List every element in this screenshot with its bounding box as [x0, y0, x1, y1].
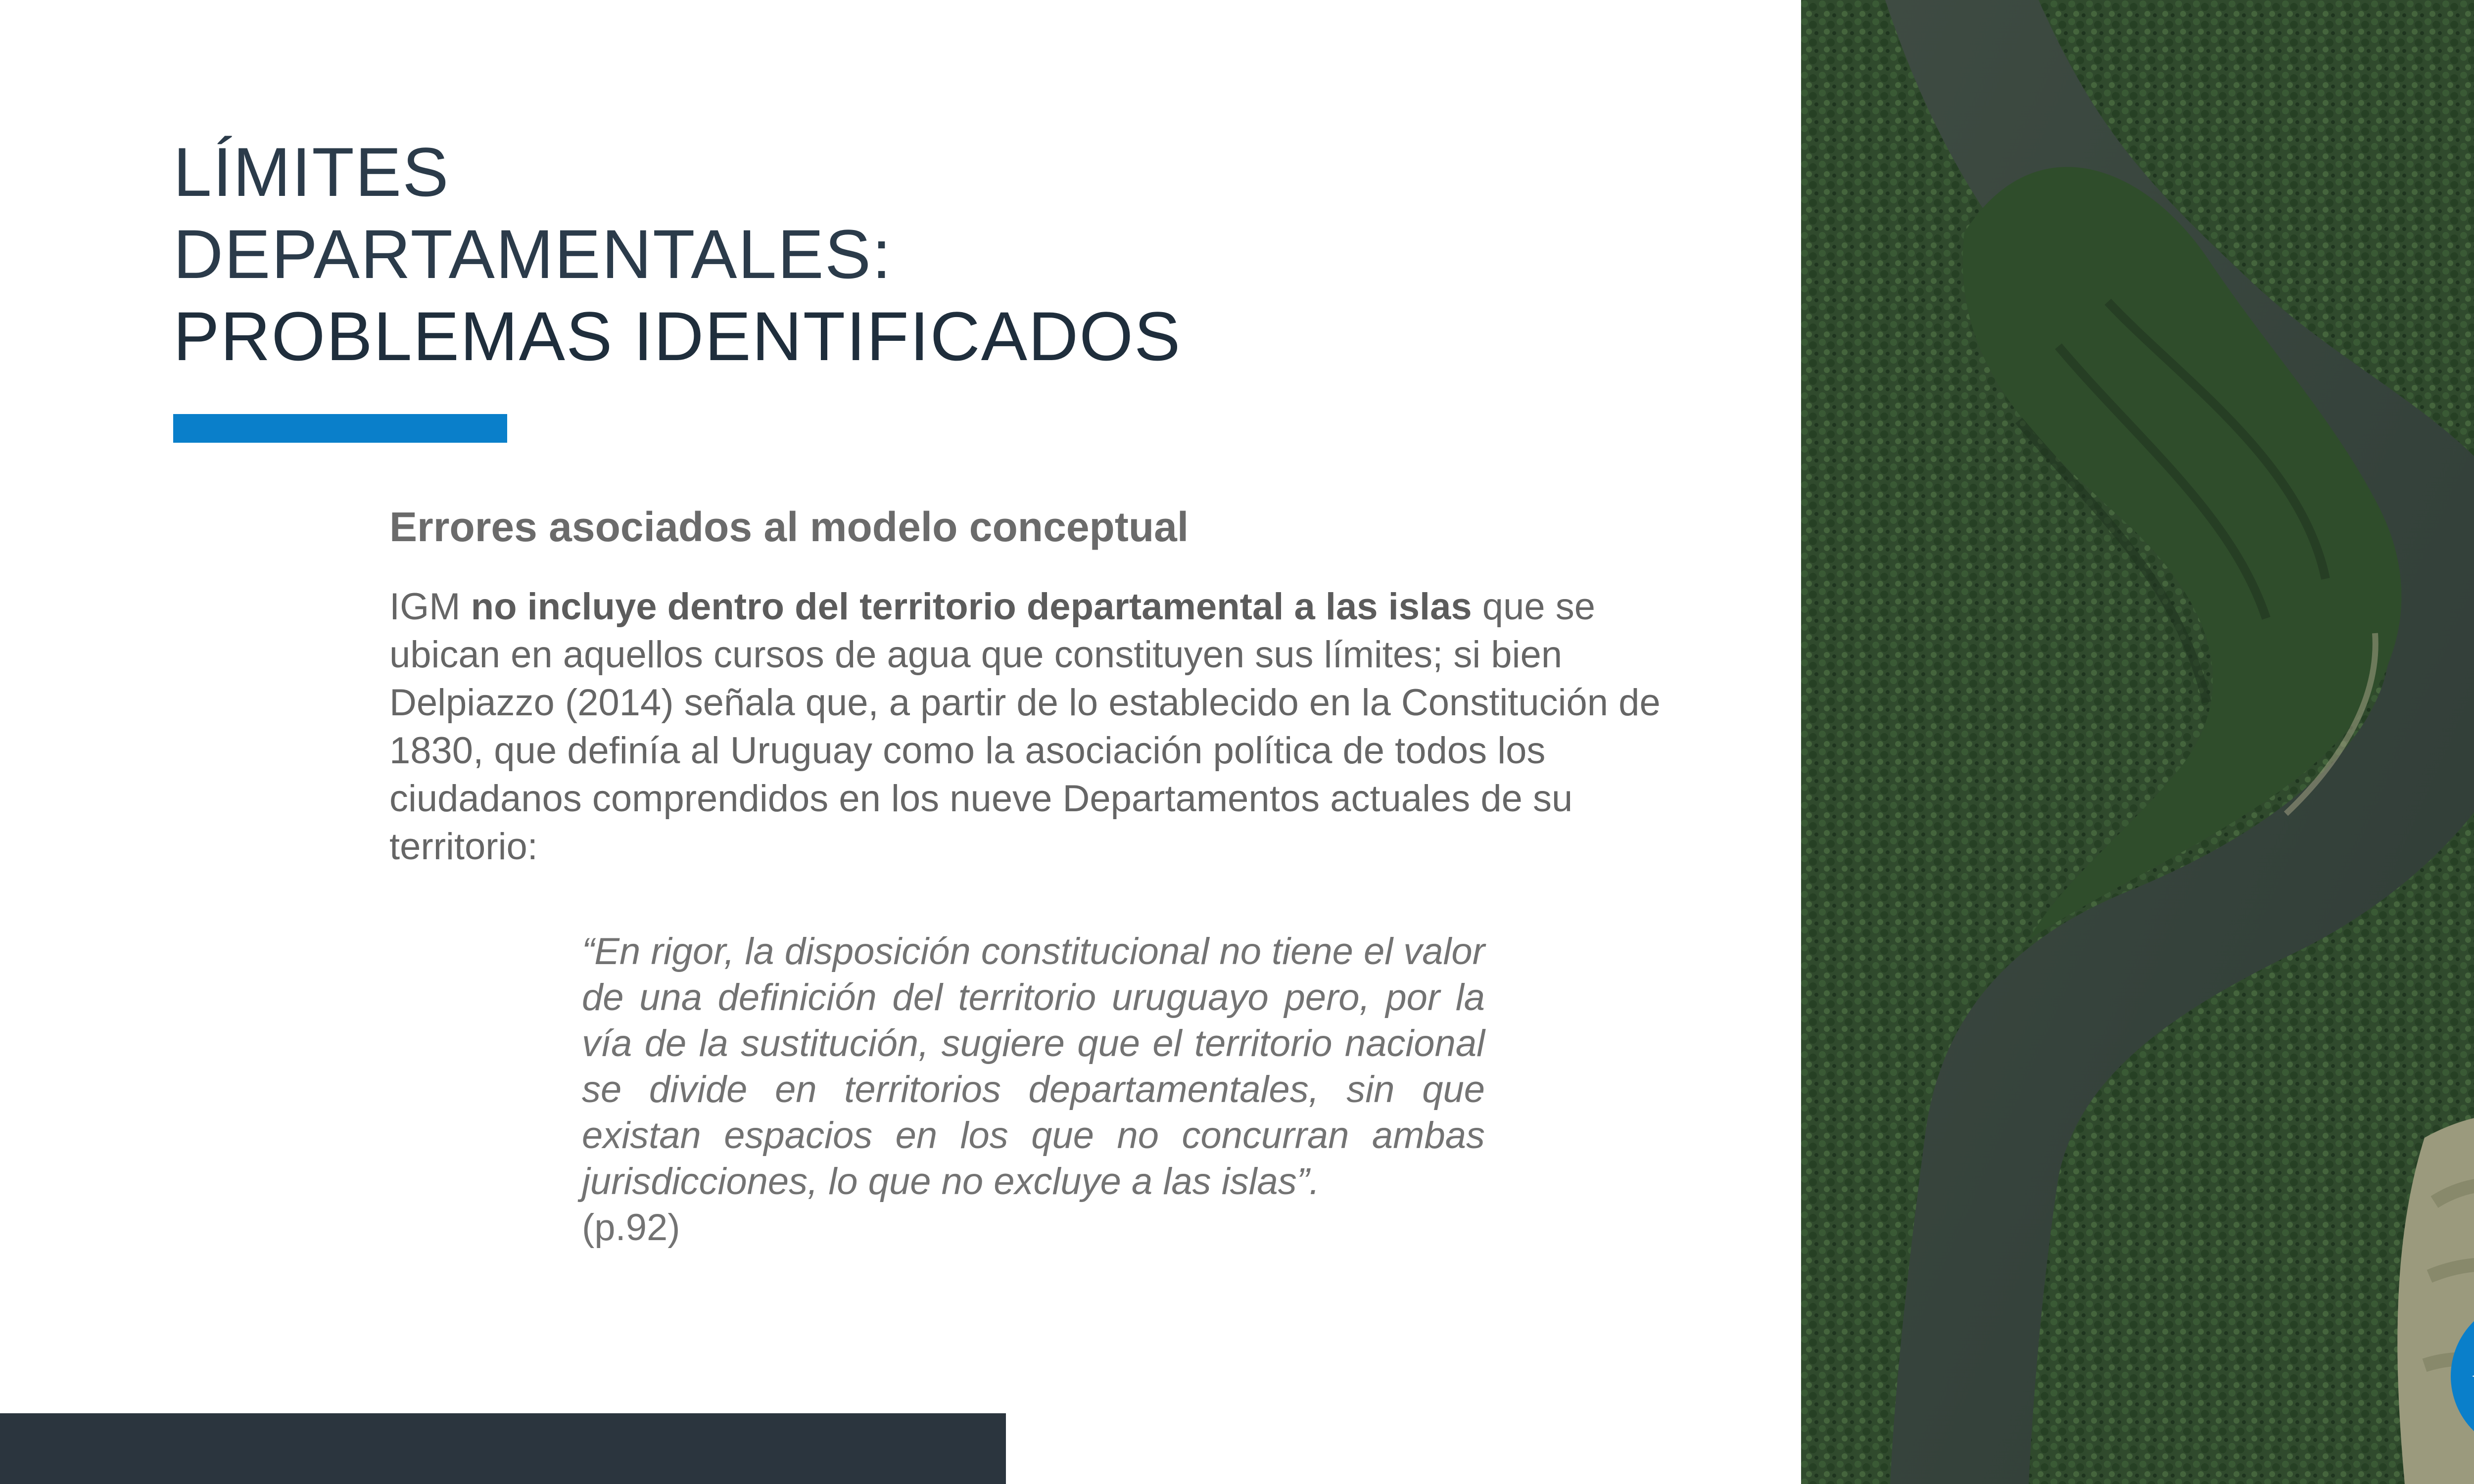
- title-line-2: DEPARTAMENTALES:: [173, 215, 893, 293]
- content-section: [389, 500, 1686, 871]
- body-paragraph: [389, 583, 1686, 871]
- slide-title: [173, 131, 1707, 377]
- body-paragraph-emphasis: no incluye dentro del territorio departamental a las islas: [471, 586, 1472, 628]
- title-accent-bar: [173, 414, 507, 443]
- body-paragraph-suffix: que se ubican en aquellos cursos de agua que constituyen sus límites; si bien Delpiazzo (2014) señala que, a partir de lo establecido en la Constitución de 1830, que definía al Uruguay como la asociación política de todos los ciudadanos comprendidos en los nueve Departamentos actuales de su territorio:: [389, 586, 1661, 868]
- section-heading: Errores asociados al modelo conceptual: [389, 504, 1189, 550]
- river-island-map: [1801, 0, 2474, 1484]
- quote-reference: (p.92): [582, 1206, 680, 1249]
- title-line-3: PROBLEMAS IDENTIFICADOS: [173, 297, 1182, 375]
- constitution-quote: [582, 928, 1485, 1251]
- satellite-river-image: [1801, 0, 2474, 1484]
- compass-logo-icon: [2451, 1299, 2474, 1453]
- title-line-1: LÍMITES: [173, 133, 450, 211]
- footer-bar: [0, 1413, 1006, 1484]
- quote-text: “En rigor, la disposición constitucional no tiene el valor de una definición del territorio uruguayo pero, por la vía de la sustitución, sugiere que el territorio nacional se divide en territorios departamentales, sin que existan espacios en los que no concurran ambas jurisdicciones, lo que no excluye a las islas”.: [582, 930, 1485, 1203]
- compass-logo-button[interactable]: [2451, 1299, 2474, 1453]
- compass-west-point: [2472, 1365, 2474, 1387]
- body-paragraph-prefix: IGM: [389, 586, 471, 628]
